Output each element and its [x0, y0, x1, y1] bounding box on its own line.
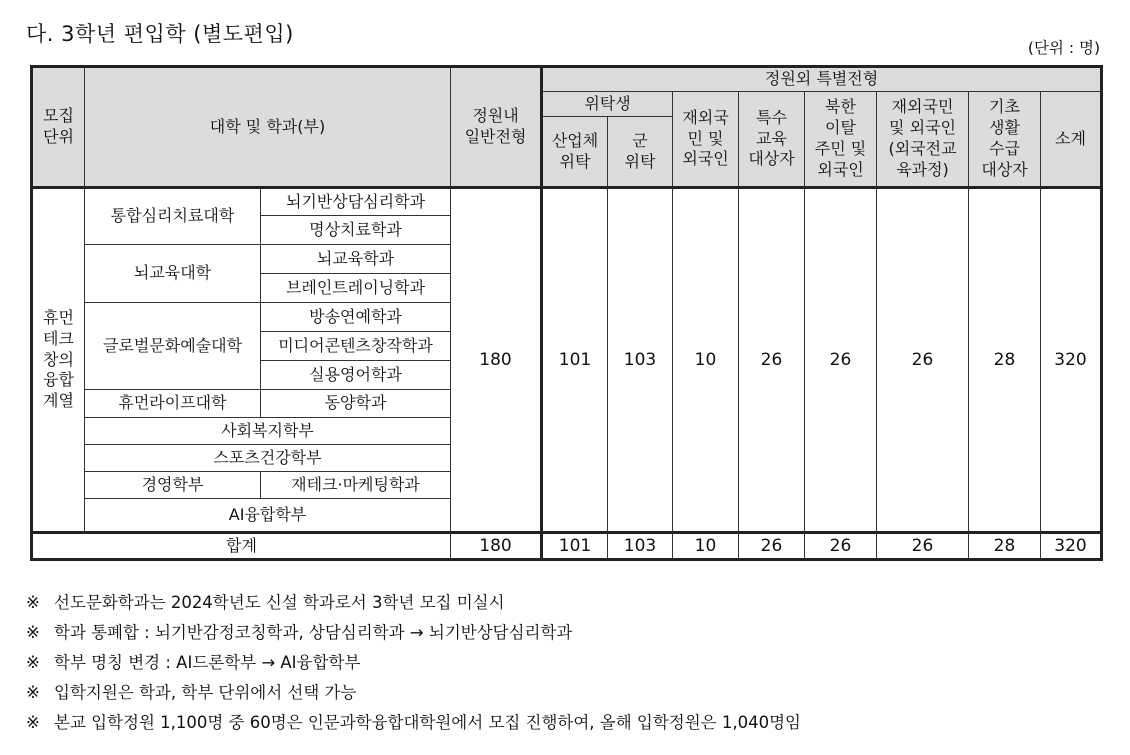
total-general: 180	[451, 533, 542, 560]
note-mark: ※	[26, 623, 40, 642]
header-nk: 북한 이탈 주민 및 외국인	[805, 92, 877, 188]
value-military: 103	[608, 188, 673, 533]
dept-7: 실용영어학과	[261, 361, 451, 390]
page-title: 다. 3학년 편입학 (별도편입)	[26, 22, 294, 46]
note-item	[26, 648, 801, 678]
dept-3: 뇌교육학과	[261, 245, 451, 274]
college-3: 글로벌문화예술대학	[85, 303, 261, 390]
dept-13: AI융합학부	[85, 499, 451, 533]
recruit-unit: 휴먼 테크 창의 융합 계열	[32, 188, 85, 533]
dept-10: 스포츠건강학부	[85, 445, 451, 472]
note-item	[26, 678, 801, 708]
header-industry: 산업체 위탁	[542, 117, 608, 188]
dept-8: 동양학과	[261, 390, 451, 418]
total-subtotal: 320	[1041, 533, 1102, 560]
note-mark: ※	[26, 593, 40, 612]
dept-12: 재테크·마케팅학과	[261, 472, 451, 499]
note-text: 본교 입학정원 1,100명 중 60명은 인문과학융합대학원에서 모집 진행하여, 올해 입학정원은 1,040명임	[54, 713, 801, 732]
unit-label: (단위 : 명)	[1027, 39, 1100, 57]
dept-9: 사회복지학부	[85, 418, 451, 445]
header-general: 정원내 일반전형	[451, 67, 542, 188]
value-overseas: 10	[673, 188, 739, 533]
value-basic: 28	[969, 188, 1041, 533]
dept-11: 경영학부	[85, 472, 261, 499]
note-text: 학부 명칭 변경 : AI드론학부 → AI융합학부	[54, 653, 361, 672]
value-overseas2: 26	[877, 188, 969, 533]
total-industry: 101	[542, 533, 608, 560]
header-special-group: 정원외 특별전형	[542, 67, 1102, 92]
note-text: 선도문화학과는 2024학년도 신설 학과로서 3학년 모집 미실시	[54, 593, 505, 612]
total-overseas2: 26	[877, 533, 969, 560]
value-nk: 26	[805, 188, 877, 533]
header-overseas2: 재외국민 및 외국인 (외국전교 육과정)	[877, 92, 969, 188]
header-college-dept: 대학 및 학과(부)	[85, 67, 451, 188]
college-2: 뇌교육대학	[85, 245, 261, 303]
note-text: 학과 통폐합 : 뇌기반감정코칭학과, 상담심리학과 → 뇌기반상담심리학과	[54, 623, 573, 642]
total-military: 103	[608, 533, 673, 560]
header-military: 군 위탁	[608, 117, 673, 188]
admission-table	[30, 65, 1103, 561]
header-basic: 기초 생활 수급 대상자	[969, 92, 1041, 188]
note-item	[26, 708, 801, 738]
header-recruit-unit: 모집 단위	[32, 67, 85, 188]
header-special-edu: 특수 교육 대상자	[739, 92, 805, 188]
value-industry: 101	[542, 188, 608, 533]
note-text: 입학지원은 학과, 학부 단위에서 선택 가능	[54, 683, 357, 702]
total-special-edu: 26	[739, 533, 805, 560]
dept-1: 뇌기반상담심리학과	[261, 188, 451, 216]
dept-5: 방송연예학과	[261, 303, 451, 332]
note-item	[26, 618, 801, 648]
header-subtotal: 소계	[1041, 92, 1102, 188]
total-label: 합계	[32, 533, 451, 560]
note-item	[26, 588, 801, 618]
value-subtotal: 320	[1041, 188, 1102, 533]
value-general: 180	[451, 188, 542, 533]
note-mark: ※	[26, 713, 40, 732]
note-mark: ※	[26, 683, 40, 702]
notes-list	[26, 588, 801, 738]
college-1: 통합심리치료대학	[85, 188, 261, 245]
header-consign-group: 위탁생	[542, 92, 673, 117]
note-mark: ※	[26, 653, 40, 672]
value-special-edu: 26	[739, 188, 805, 533]
dept-4: 브레인트레이닝학과	[261, 274, 451, 303]
dept-2: 명상치료학과	[261, 216, 451, 245]
college-4: 휴먼라이프대학	[85, 390, 261, 418]
header-overseas: 재외국 민 및 외국인	[673, 92, 739, 188]
total-overseas: 10	[673, 533, 739, 560]
total-nk: 26	[805, 533, 877, 560]
dept-6: 미디어콘텐츠창작학과	[261, 332, 451, 361]
total-basic: 28	[969, 533, 1041, 560]
